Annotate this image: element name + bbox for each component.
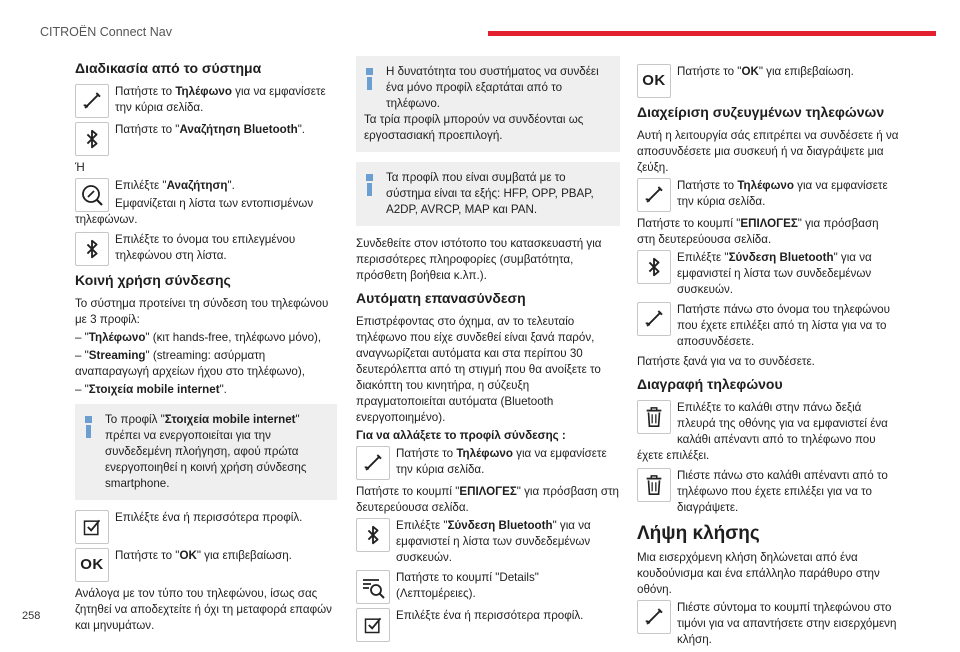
column-right: OK Πατήστε το "OK" για επιβεβαίωση. Διαχείριση συζευγμένων τηλεφώνων Αυτή η λειτουργία σάς επιτρέπει να συνδέσετε ή να αποσυνδέσετε μια συσκευή ή να διαγράψετε μια ζεύξη. Πατήστε το Τηλέφωνο για να εμφανίσετε την κύρια σελίδα. Πατήστε το κουμπί "ΕΠΙΛΟΓΕΣ" για πρόσβαση στη δευτερεύουσα σελίδα. Επιλέξτε "Σύνδεση Bluetooth" για να εμφανιστεί η λίστα των συνδεδεμένων συσκευών. Πατήστε πάνω στο όνομα του τηλεφώνου που έχετε επιλέξει από τη λίστα για να το αποσυνδέσετε. Πατήστε ξανά για να το συνδέσετε. Διαγραφή τηλεφώνου Επιλέξτε το καλάθι στην πάνω δεξιά πλευρά της οθόνης για να εμφανιστεί ένα καλάθι απέναντι από το τηλέφωνο που έχετε επιλέξει. Πιέστε πάνω στο καλάθι απέναντι από το τηλέφωνο που έχετε επιλέξει για να το διαγράψετε. Λήψη κλήσης Μια εισερχόμενη κλήση δηλώνεται από ένα κουδούνισμα και ένα επάλληλο παράθυρο στην οθόνη. Πιέστε σύντομα το κουμπί τηλεφώνου στο τιμόνι για να απαντήσετε στην εισερχόμενη κλήση. xyxy=(637,65,899,646)
section-title-auto-reconnect: Αυτόματη επανασύνδεση xyxy=(356,290,526,306)
step-phone: Πατήστε το Τηλέφωνο για να εμφανίσετε την κύρια σελίδα. xyxy=(356,446,620,480)
info-icon xyxy=(365,174,374,196)
phone-icon xyxy=(356,446,390,480)
column-middle: Η δυνατότητα του συστήματος να συνδέει ένα μόνο προφίλ εξαρτάται από το τηλέφωνο. Τα τρία προφίλ μπορούν να συνδέονται ως εργοστασιακή προεπιλογή. Τα προφίλ που είναι συμβατά με το σύστημα είναι τα εξής: HFP, OPP, PBAP, A2DP, AVRCP, MAP και PAN. Συνδεθείτε στον ιστότοπο του κατασκευαστή για περισσότερες πληροφορίες (συμβατότητα, πρόσθετη βοήθεια κ.λπ.). Αυτόματη επανασύνδεση Επιστρέφοντας στο όχημα, αν το τελευταίο τηλέφωνο που είχε συνδεθεί είναι ξανά παρόν, αναγνωρίζεται αυτόματα και στα περίπου 30 δευτερόλεπτα από τη στιγμή που θα ανοίξετε το διακόπτη του κινητήρα, η σύζευξη πραγματοποιείται αυτόματα (Bluetooth ενεργοποιημένο). Για να αλλάξετε το προφίλ σύνδεσης : Πατήστε το Τηλέφωνο για να εμφανίσετε την κύρια σελίδα. Πατήστε το κουμπί "ΕΠΙΛΟΓΕΣ" για πρόσβαση στη δευτερεύουσα σελίδα. Επιλέξτε "Σύνδεση Bluetooth" για να εμφανιστεί η λίστα των συνδεδεμένων συσκευών. Πατήστε το κουμπί "Details" (Λεπτομέρειες). Επιλέξτε ένα ή περισσότερα προφίλ. xyxy=(356,56,620,646)
section-title-system-procedure: Διαδικασία από το σύστημα xyxy=(75,60,262,76)
step-search: Επιλέξτε "Αναζήτηση". Εμφανίζεται η λίστα των εντοπισμένων τηλεφώνων. xyxy=(75,179,314,226)
info-note: Η δυνατότητα του συστήματος να συνδέει ένα μόνο προφίλ εξαρτάται από το τηλέφωνο. Τα τρία προφίλ μπορούν να συνδέονται ως εργοστασιακή προεπιλογή. xyxy=(356,56,620,152)
checklist-icon xyxy=(75,510,109,544)
section-title-delete-phone: Διαγραφή τηλεφώνου xyxy=(637,376,783,392)
step-answer-call: Πιέστε σύντομα το κουμπί τηλεφώνου στο τιμόνι για να απαντήσετε στην εισερχόμενη κλήση. xyxy=(637,600,899,648)
bluetooth-icon xyxy=(75,122,109,156)
step-bluetooth-connection: Επιλέξτε "Σύνδεση Bluetooth" για να εμφανιστεί η λίστα των συνδεδεμένων συσκευών. xyxy=(637,250,899,298)
ok-icon: OK xyxy=(75,548,109,582)
phone-icon xyxy=(637,302,671,336)
bluetooth-icon xyxy=(75,232,109,266)
header-accent-bar xyxy=(488,31,936,36)
info-note: Το προφίλ "Στοιχεία mobile internet" πρέπει να ενεργοποιείται για την συνδεδεμένη πλοήγηση, αφού πρώτα ενεργοποιηθεί η κοινή χρήση σύνδεσης smartphone. xyxy=(75,404,337,500)
column-left: Διαδικασία από το σύστημα Πατήστε το Τηλέφωνο για να εμφανίσετε την κύρια σελίδα. Πατήστε το "Αναζήτηση Bluetooth". Ή Επιλέξτε "Αναζήτηση". Εμφανίζεται η λίστα των εντοπισμένων τηλεφώνων. Επιλέξτε το όνομα του επιλεγμένου τηλεφώνου στη λίστα. Κοινή χρήση σύνδεσης Το σύστημα προτείνει τη σύνδεση του τηλεφώνου με 3 προφίλ: – "Τηλέφωνο" (κιτ hands-free, τηλέφωνο μόνο), – "Streaming" (streaming: ασύρματη αναπαραγωγή αρχείων ήχου στο τηλέφωνο), – "Στοιχεία mobile internet". Το προφίλ "Στοιχεία mobile internet" πρέπει να ενεργοποιείται για την συνδεδεμένη πλοήγηση, αφού πρώτα ενεργοποιηθεί η κοινή χρήση σύνδεσης smartphone. Επιλέξτε ένα ή περισσότερα προφίλ. OK Πατήστε το "OK" για επιβεβαίωση. Ανάλογα με τον τύπο του τηλεφώνου, ίσως σας ζητηθεί να αποδεχτείτε ή όχι τη μεταφορά επαφών και μηνυμάτων. xyxy=(75,54,337,636)
details-search-icon xyxy=(356,570,390,604)
section-title-connection-sharing: Κοινή χρήση σύνδεσης xyxy=(75,272,231,288)
header-title: CITROËN Connect Nav xyxy=(40,25,172,39)
ok-icon: OK xyxy=(637,64,671,98)
trash-icon xyxy=(637,400,671,434)
step-select-profiles: Επιλέξτε ένα ή περισσότερα προφίλ. xyxy=(75,510,337,544)
step-trash-delete: Πιέστε πάνω στο καλάθι απέναντι από το τηλέφωνο που έχετε επιλέξει για να το διαγράψετε. xyxy=(637,468,899,516)
step-phone: Πατήστε το Τηλέφωνο για να εμφανίσετε την κύρια σελίδα. xyxy=(75,84,337,118)
page-number: 258 xyxy=(22,610,41,622)
checklist-icon xyxy=(356,608,390,642)
or-text: Ή xyxy=(75,161,85,174)
phone-icon xyxy=(637,600,671,634)
info-icon xyxy=(84,416,93,438)
phone-icon xyxy=(75,84,109,118)
section-title-manage-phones: Διαχείριση συζευγμένων τηλεφώνων xyxy=(637,104,885,120)
step-phone: Πατήστε το Τηλέφωνο για να εμφανίσετε την κύρια σελίδα. xyxy=(637,178,899,212)
info-note: Τα προφίλ που είναι συμβατά με το σύστημα είναι τα εξής: HFP, OPP, PBAP, A2DP, AVRCP, MAP και PAN. xyxy=(356,162,620,226)
step-confirm-ok: OK Πατήστε το "OK" για επιβεβαίωση. xyxy=(637,64,899,98)
bluetooth-icon xyxy=(356,518,390,552)
bluetooth-icon xyxy=(637,250,671,284)
trash-icon xyxy=(637,468,671,502)
step-trash-top: Επιλέξτε το καλάθι στην πάνω δεξιά πλευρά της οθόνης για να εμφανιστεί ένα καλάθι απέναντι από το τηλέφωνο που έχετε επιλέξει. xyxy=(637,401,888,462)
step-select-phone: Επιλέξτε το όνομα του επιλεγμένου τηλεφώνου στη λίστα. xyxy=(75,232,337,266)
section-title-receive-call: Λήψη κλήσης xyxy=(637,523,760,544)
info-icon xyxy=(365,68,374,90)
step-confirm-ok: OK Πατήστε το "OK" για επιβεβαίωση. xyxy=(75,548,337,582)
step-bluetooth-connection: Επιλέξτε "Σύνδεση Bluetooth" για να εμφανιστεί η λίστα των συνδεδεμένων συσκευών. xyxy=(356,518,620,566)
phone-icon xyxy=(637,178,671,212)
step-select-profiles: Επιλέξτε ένα ή περισσότερα προφίλ. xyxy=(356,608,620,642)
search-phone-icon xyxy=(75,178,109,212)
step-disconnect: Πατήστε πάνω στο όνομα του τηλεφώνου που έχετε επιλέξει από τη λίστα για να το αποσυνδέσετε. xyxy=(637,302,899,350)
step-bluetooth-search: Πατήστε το "Αναζήτηση Bluetooth". xyxy=(75,122,337,156)
step-details: Πατήστε το κουμπί "Details" (Λεπτομέρειες). xyxy=(356,570,620,604)
